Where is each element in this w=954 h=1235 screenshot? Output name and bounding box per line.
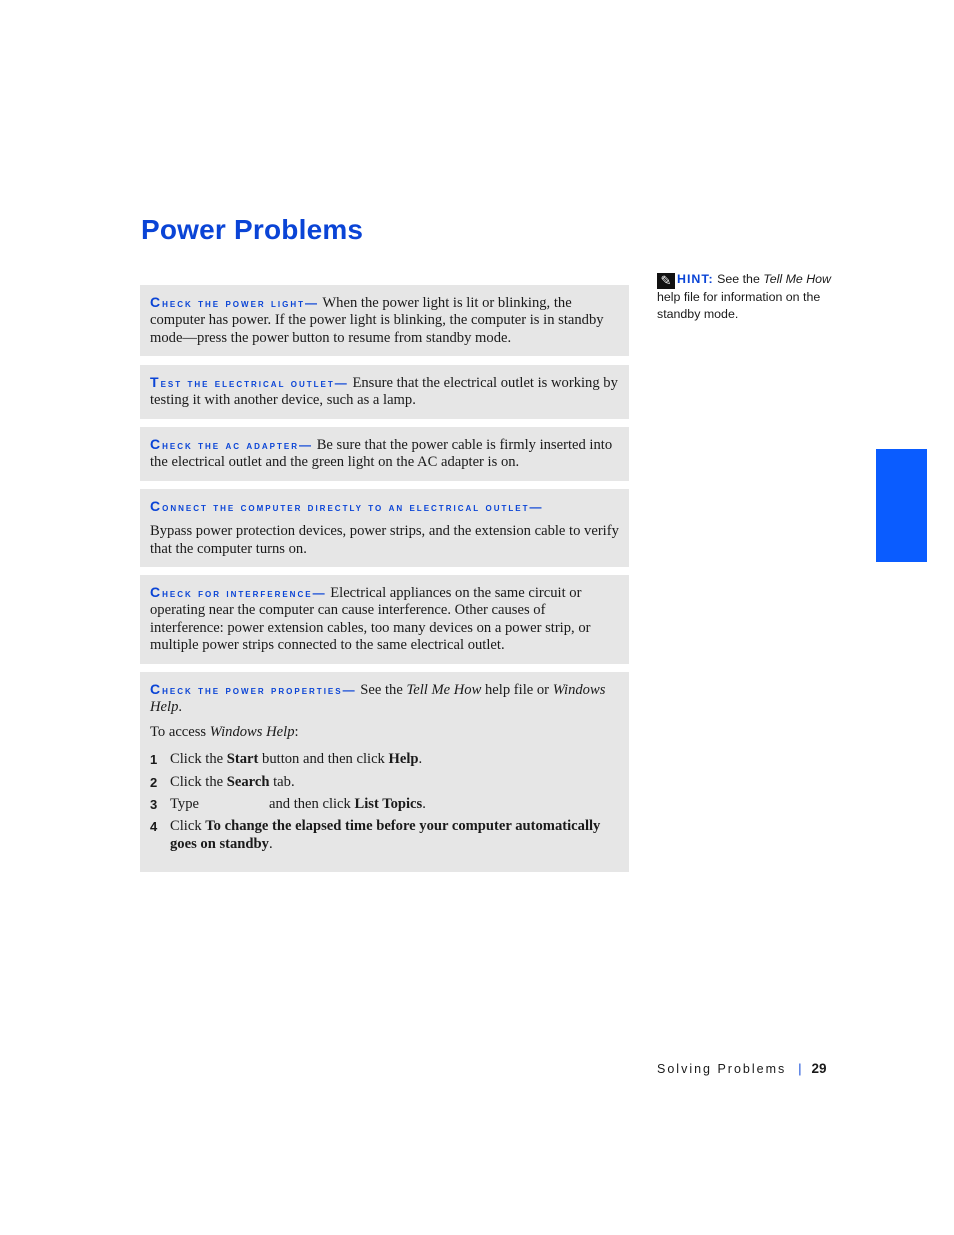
tip-text: Ensure that the electrical outlet is working by testing it with another device, such as a lamp. xyxy=(150,375,618,409)
tip-box-power-properties xyxy=(140,672,629,872)
tip-heading: Check the ac adapter— xyxy=(150,436,314,452)
pencil-note-icon: ✎ xyxy=(657,273,675,289)
properties-access-line: To access Windows Help: xyxy=(150,723,299,740)
tip-text: Be sure that the power cable is firmly inserted into the electrical outlet and the green light on the AC adapter is on. xyxy=(150,437,613,471)
page-title: Power Problems xyxy=(141,214,364,245)
tip-heading: Test the electrical outlet— xyxy=(150,374,349,390)
tip-box-electrical-outlet xyxy=(140,365,629,419)
properties-intro: Check the power properties— See the Tell Me How help file or Windows Help. xyxy=(150,681,606,716)
tip-heading: Check the power properties— xyxy=(150,681,357,697)
tip-box-power-light xyxy=(140,285,629,356)
tip-text: Electrical appliances on the same circuit or operating near the computer can cause interference. Other causes of interference: power extension cables, too many devices on a power strip, or multiple power strips connected to the same electrical outlet. xyxy=(150,585,591,654)
step-item: 4 Click To change the elapsed time before your computer automatically goes on standby. xyxy=(150,818,601,852)
tip-heading: Check for interference— xyxy=(150,584,327,600)
hint-text-post: help file for information on the standby mode. xyxy=(657,290,821,322)
hint-note xyxy=(657,271,837,324)
hint-label: HINT: xyxy=(677,272,714,286)
tip-heading: Check the power light— xyxy=(150,294,320,310)
chapter-tab xyxy=(876,449,927,562)
tip-text: When the power light is lit or blinking, the computer has power. If the power light is blinking, the computer is in standby mode—press the power button to resume from standby mode. xyxy=(150,295,604,346)
footer-section-title: Solving Problems xyxy=(657,1062,787,1076)
tip-text: Bypass power protection devices, power strips, and the extension cable to verify that the computer turns on. xyxy=(150,523,619,557)
step-item: 3 Type and then click List Topics. xyxy=(150,796,426,813)
steps-list xyxy=(150,751,619,853)
tip-heading: Connect the computer directly to an electrical outlet— xyxy=(150,498,544,514)
hint-text-pre: See the xyxy=(717,272,760,286)
page-number: 29 xyxy=(811,1061,827,1076)
step-item: 2 Click the Search tab. xyxy=(150,773,295,790)
hint-text-italic: Tell Me How xyxy=(763,272,832,286)
tip-box-interference xyxy=(140,575,629,664)
page-footer xyxy=(657,1061,827,1076)
tip-box-connect-directly xyxy=(140,489,629,567)
footer-separator: | xyxy=(798,1062,802,1076)
tip-box-ac-adapter xyxy=(140,427,629,481)
step-item: 1 Click the Start button and then click Help. xyxy=(150,751,423,768)
